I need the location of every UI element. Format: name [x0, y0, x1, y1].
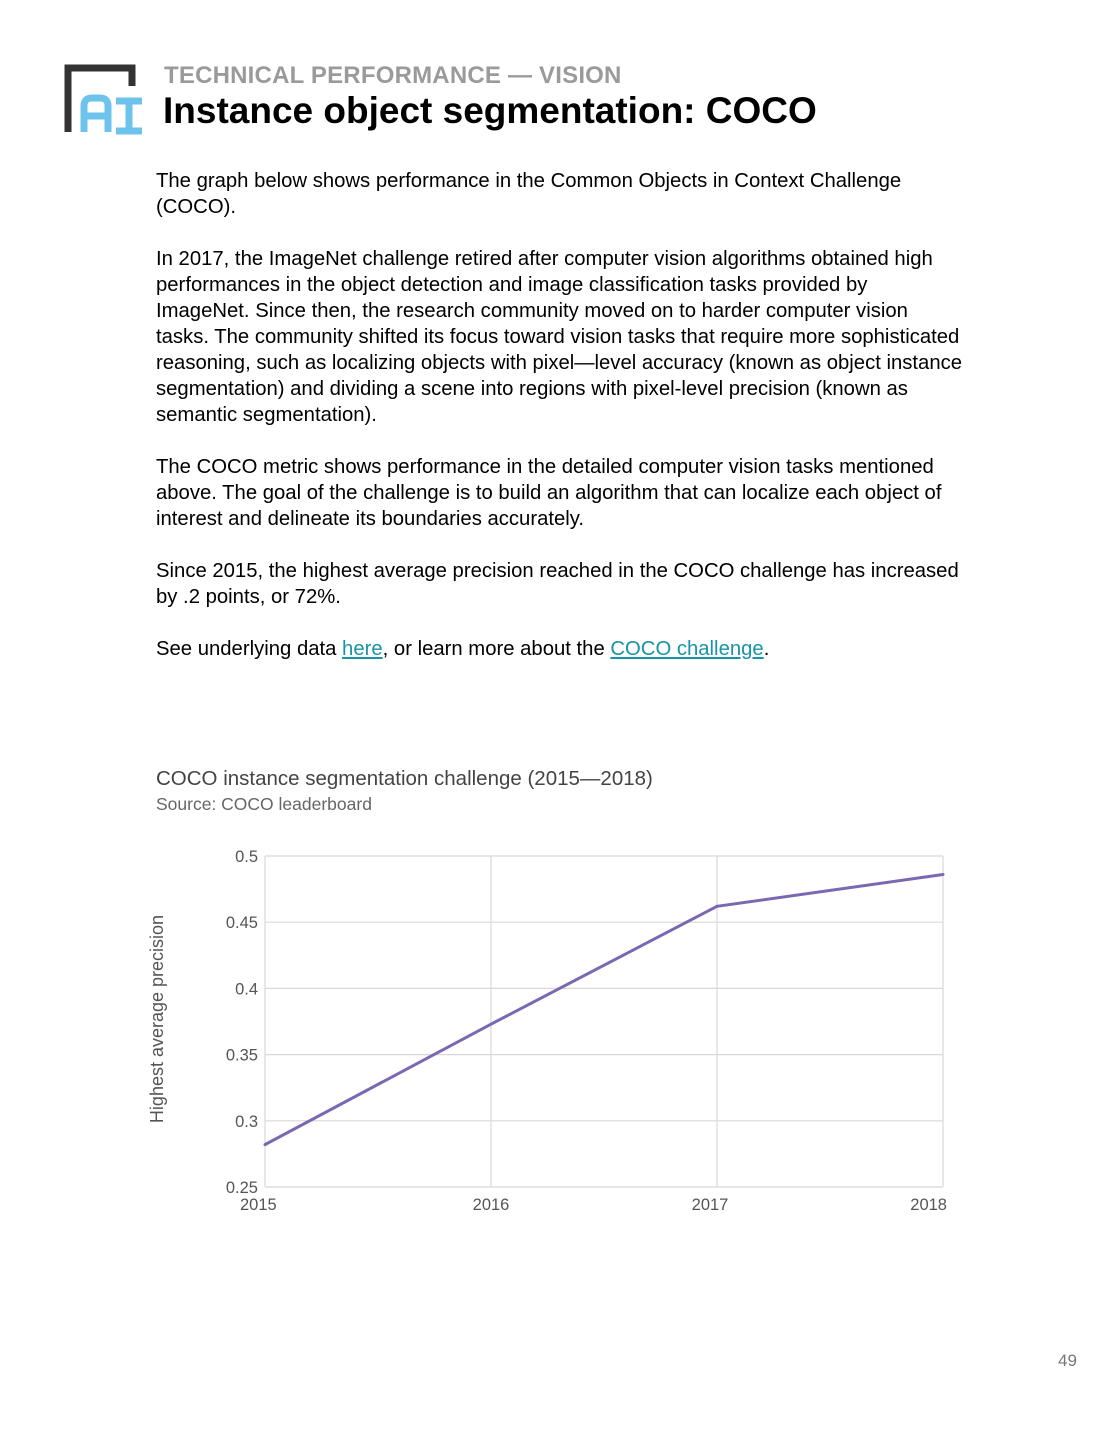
y-tick-label: 0.45	[225, 914, 258, 933]
y-tick-label: 0.3	[235, 1112, 258, 1131]
paragraph-links	[156, 636, 966, 662]
links-prefix: See underlying data	[156, 638, 343, 660]
data-link[interactable]: here	[342, 638, 383, 660]
y-tick-label: 0.5	[235, 848, 258, 866]
x-tick-label: 2018	[910, 1196, 947, 1214]
series-line	[265, 875, 943, 1145]
y-tick-label: 0.35	[225, 1046, 258, 1065]
x-tick-label: 2016	[472, 1196, 510, 1214]
x-tick-label: 2017	[691, 1196, 729, 1214]
data-point	[490, 1023, 493, 1026]
x-tick-label: 2015	[240, 1196, 277, 1214]
y-tick-label: 0.4	[235, 980, 258, 999]
paragraph-intro: The graph below shows performance in the Common Objects in Context Challenge (COCO).	[156, 170, 902, 218]
data-point	[942, 873, 945, 876]
page-number: 49	[1058, 1351, 1077, 1370]
paragraph-coco-metric: The COCO metric shows performance in the detailed computer vision tasks mentioned above. The goal of the challenge is to build an algorithm that can localize each object of interest and delineate its boundaries accurately.	[156, 456, 942, 530]
y-axis-label: Highest average precision	[147, 914, 167, 1124]
chart-source: Source: COCO leaderboard	[156, 794, 372, 814]
body-text	[156, 168, 966, 688]
links-middle: , or learn more about the	[382, 638, 611, 660]
paragraph-imagenet: In 2017, the ImageNet challenge retired after computer vision algorithms obtained high performances in the object detection and image classification tasks provided by ImageNet. Since then, the research community moved on to harder computer vision tasks. The community shifted its focus toward vision tasks that require more sophisticated reasoning, such as localizing objects with pixel—level accuracy (known as object instance segmentation) and dividing a scene into regions with pixel-level precision (known as semantic segmentation).	[156, 248, 963, 426]
coco-challenge-link[interactable]: COCO challenge	[610, 638, 764, 660]
paragraph-increase: Since 2015, the highest average precision reached in the COCO challenge has increased by .2 points, or 72%.	[156, 560, 959, 608]
section-eyebrow: TECHNICAL PERFORMANCE — VISION	[164, 62, 622, 89]
links-suffix: .	[763, 638, 770, 660]
data-point	[264, 1143, 267, 1146]
page-title: Instance object segmentation: COCO	[163, 90, 817, 131]
chart-title: COCO instance segmentation challenge (2015—2018)	[156, 767, 653, 790]
data-point	[716, 905, 719, 908]
y-tick-label: 0.25	[225, 1179, 258, 1197]
ai-index-logo	[64, 64, 144, 136]
